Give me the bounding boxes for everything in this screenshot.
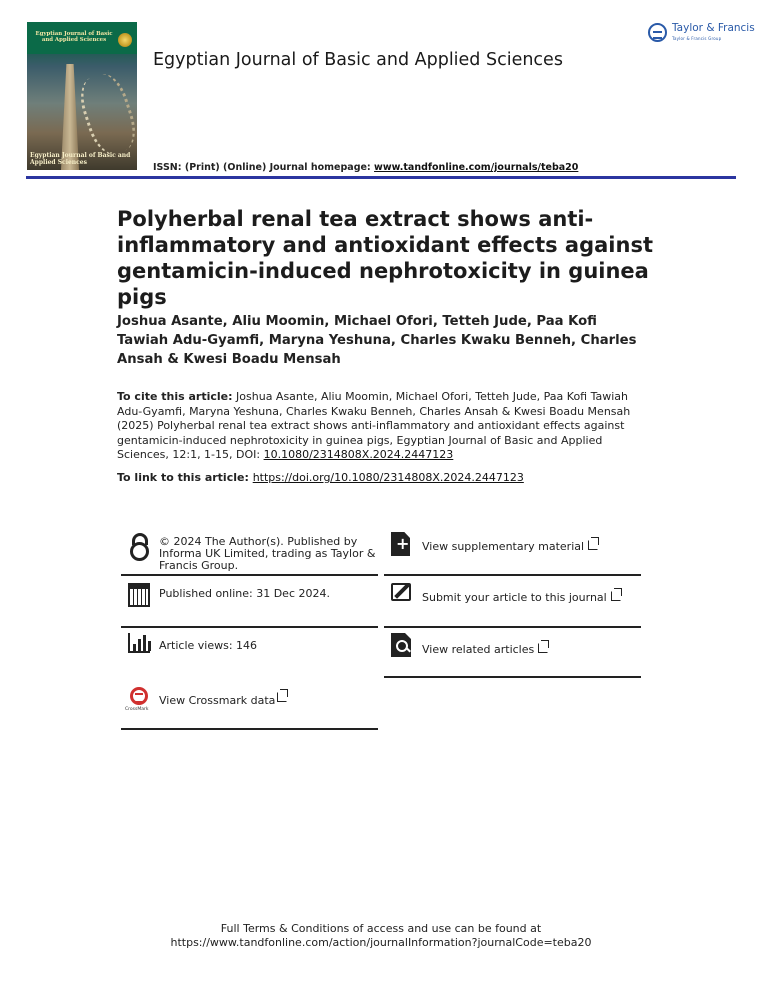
footer-terms-link[interactable]: https://www.tandfonline.com/action/journalInformation?journalCode=teba20 [170, 936, 592, 949]
article-title: Polyherbal renal tea extract shows anti-inflammatory and antioxidant effects against gentamicin-induced nephrotoxicity in guinea pigs [117, 207, 653, 309]
license-text: © 2024 The Author(s). Published by Informa UK Limited, trading as Taylor & Francis Group. [159, 535, 376, 572]
external-link-icon [277, 692, 287, 702]
cover-title: Egyptian Journal of Basic and Applied Sciences [35, 31, 113, 43]
edit-icon [391, 583, 411, 601]
related-cell[interactable] [384, 630, 641, 682]
published-date: Published online: 31 Dec 2024. [159, 587, 330, 600]
published-cell [121, 578, 378, 630]
footer-line-1: Full Terms & Conditions of access and use can be found at [220, 922, 542, 935]
submit-article-link[interactable] [422, 591, 621, 604]
external-link-icon [538, 643, 548, 653]
link-label: To link to this article: [117, 471, 253, 484]
cite-text: Joshua Asante, Aliu Moomin, Michael Ofori, Tetteh Jude, Paa Kofi Tawiah Adu-Gyamfi, Maryna Yeshuna, Charles Kwaku Benneh, Charles Ansah & Kwesi Boadu Mensah (2025) Polyherbal renal tea extract shows anti-inflammatory and antioxidant effects against gentamicin-induced nephrotoxicity in guinea pigs, Egyptian Journal of Basic and Applied Sciences, 12:1, 1-15, DOI: [117, 390, 631, 462]
calendar-icon [128, 583, 150, 607]
crossmark-link-label: View Crossmark data [159, 694, 276, 707]
cite-label: To cite this article: [117, 390, 233, 403]
cover-bottom-title: Egyptian Journal of Basic and Applied Sciences [30, 152, 131, 166]
article-authors: Joshua Asante, Aliu Moomin, Michael Ofori, Tetteh Jude, Paa Kofi Tawiah Adu-Gyamfi, Maryna Yeshuna, Charles Kwaku Benneh, Charles Ansah & Kwesi Boadu Mensah [117, 314, 637, 367]
header-divider [26, 176, 736, 179]
publisher-logo-name: Taylor & Francis [672, 22, 755, 34]
cover-dna-helix-graphic [74, 69, 137, 159]
license-cell [121, 526, 378, 578]
related-label: View related articles [422, 643, 535, 656]
open-access-icon [128, 534, 150, 558]
taylor-francis-logo-icon [648, 23, 667, 42]
supplementary-file-icon [391, 532, 410, 556]
view-supplementary-link[interactable] [422, 540, 598, 553]
link-to-article-line [117, 471, 524, 484]
issn-homepage-line [153, 162, 578, 173]
bar-chart-icon [128, 633, 150, 653]
cell-divider [384, 574, 641, 576]
crossmark-icon [125, 690, 150, 714]
journal-homepage-link[interactable]: www.tandfonline.com/journals/teba20 [374, 162, 579, 173]
journal-cover-image [27, 22, 137, 170]
submit-cell[interactable] [384, 578, 641, 630]
view-crossmark-link[interactable] [159, 694, 287, 707]
article-doi-link[interactable]: https://doi.org/10.1080/2314808X.2024.2447123 [252, 471, 524, 484]
cite-doi-link[interactable]: 10.1080/2314808X.2024.2447123 [263, 448, 454, 462]
publisher-logo-subtitle: Taylor & Francis Group [672, 36, 722, 41]
cell-divider [121, 626, 378, 628]
external-link-icon [611, 591, 621, 601]
views-cell [121, 630, 378, 682]
footer-terms [0, 922, 762, 950]
cell-divider [384, 676, 641, 678]
supplementary-label: View supplementary material [422, 540, 585, 553]
journal-name: Egyptian Journal of Basic and Applied Sciences [153, 50, 563, 70]
taylor-francis-logo[interactable] [648, 21, 755, 47]
issn-text: ISSN: (Print) (Online) Journal homepage: [153, 162, 375, 173]
submit-label: Submit your article to this journal [422, 591, 607, 604]
crossmark-cell[interactable] [121, 682, 378, 734]
external-link-icon [588, 540, 598, 550]
cell-divider [121, 574, 378, 576]
crossmark-icon-label: CrossMark [125, 707, 149, 712]
cover-seal-icon [118, 33, 132, 47]
citation-block [117, 390, 642, 463]
view-related-link[interactable] [422, 643, 548, 656]
cell-divider [384, 626, 641, 628]
related-articles-icon [391, 633, 411, 657]
cell-divider [121, 728, 378, 730]
supplementary-cell[interactable] [384, 526, 641, 578]
article-views: Article views: 146 [159, 639, 258, 652]
